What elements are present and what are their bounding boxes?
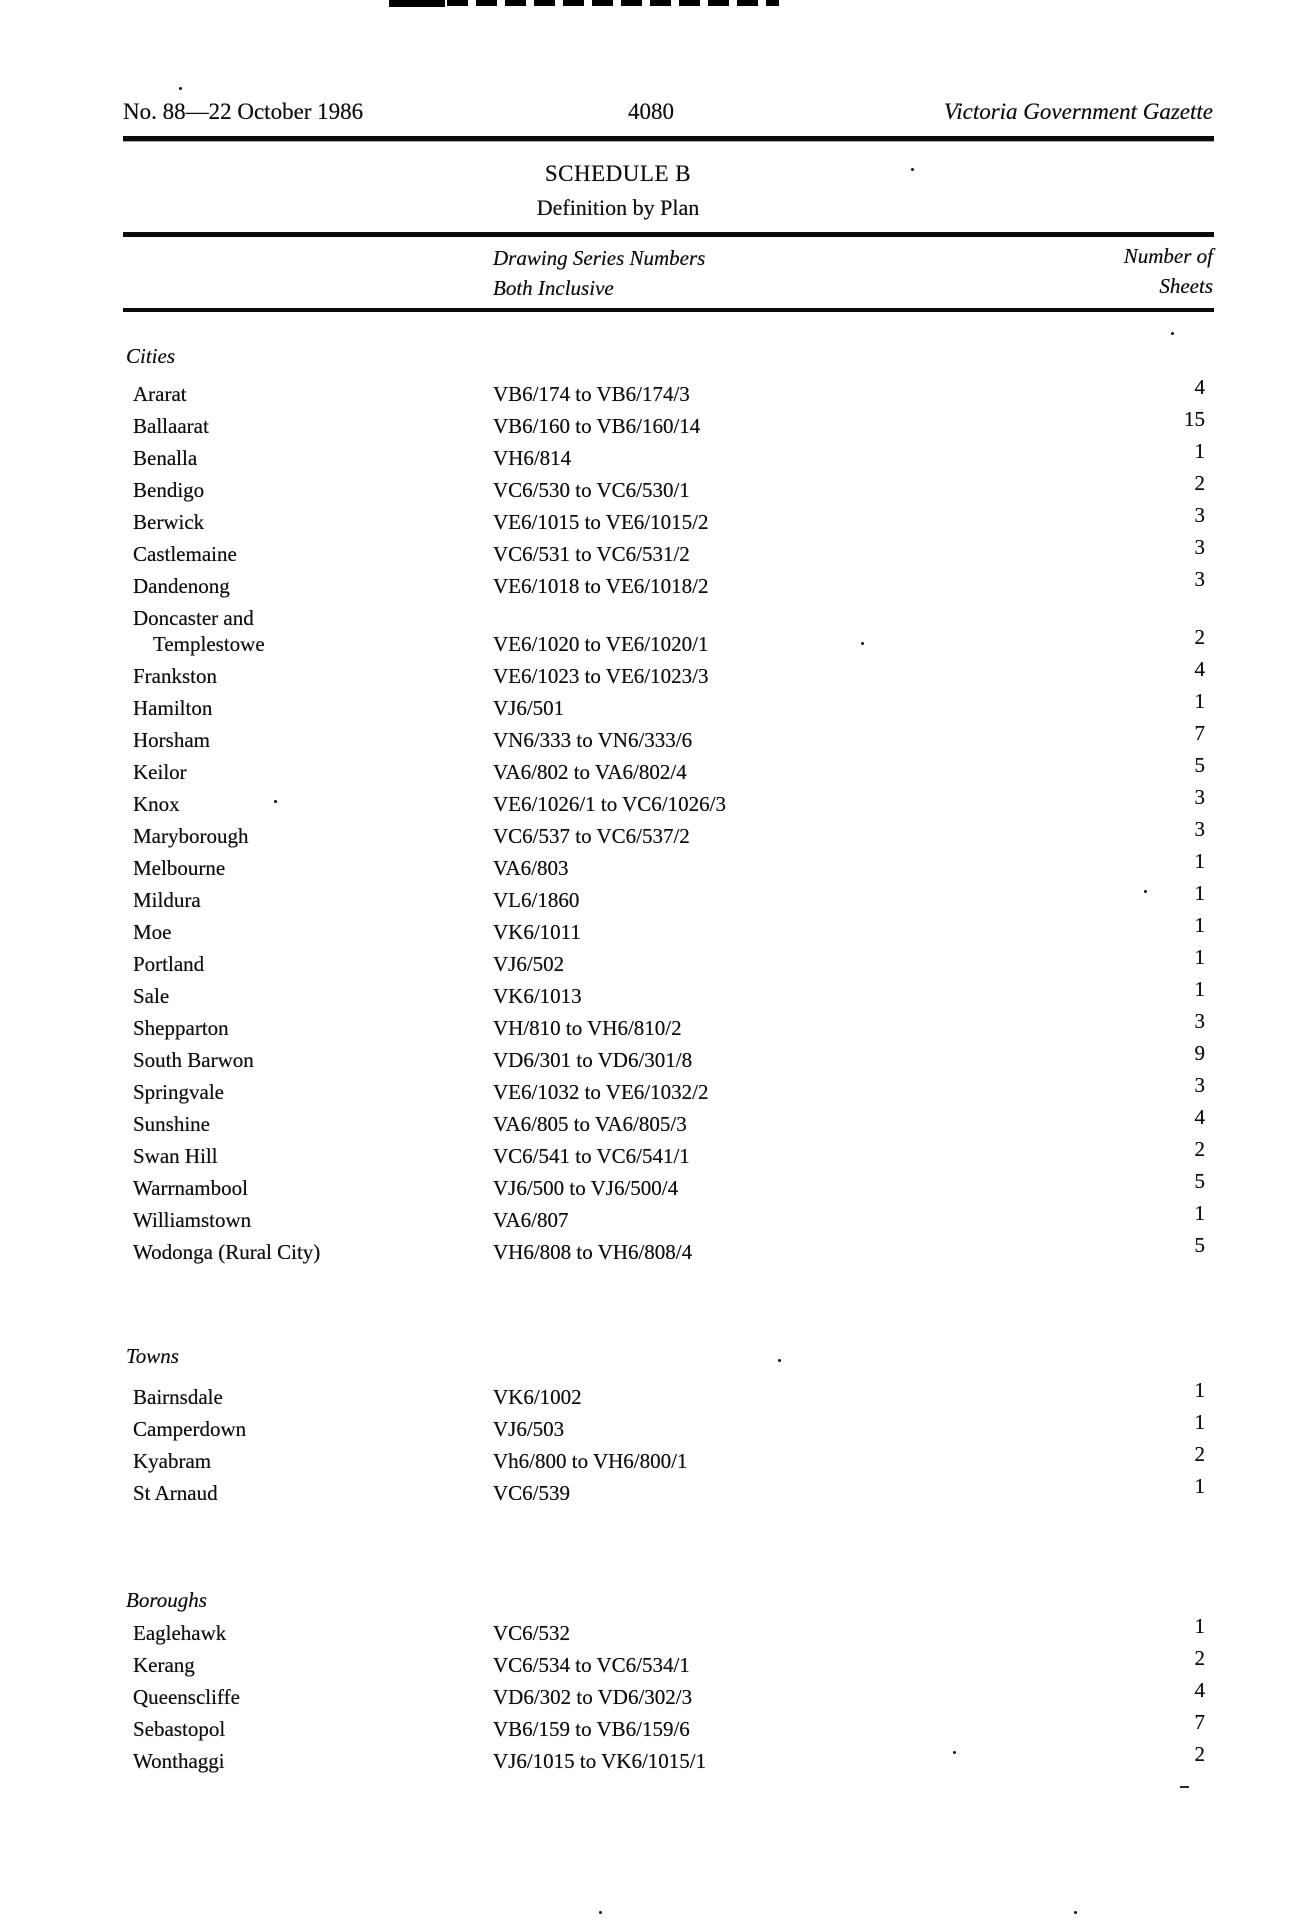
series-range: VK6/1011 — [493, 920, 581, 944]
header-rule — [123, 136, 1214, 141]
municipality-name: Knox — [133, 792, 180, 816]
scan-speck — [1074, 1911, 1077, 1914]
municipality-name: Wonthaggi — [133, 1749, 225, 1773]
scan-speck — [1144, 890, 1147, 893]
table-row — [123, 785, 1213, 817]
series-range: VL6/1860 — [493, 888, 580, 912]
municipality-name: St Arnaud — [133, 1481, 218, 1505]
section-heading: Boroughs — [126, 1588, 207, 1612]
table-row — [123, 535, 1213, 567]
issue-number-date: No. 88—22 October 1986 — [123, 99, 364, 124]
series-range: VC6/539 — [493, 1481, 571, 1505]
municipality-name: Keilor — [133, 760, 187, 784]
municipality-name: Melbourne — [133, 856, 226, 880]
sheet-count: 3 — [1194, 1009, 1205, 1033]
series-range: VH/810 to VH6/810/2 — [493, 1016, 682, 1040]
publication-title: Victoria Government Gazette — [943, 99, 1213, 124]
sheet-count: 3 — [1194, 535, 1205, 559]
table-row — [123, 881, 1213, 913]
sheet-count: 9 — [1194, 1041, 1205, 1065]
sheet-count: 3 — [1194, 1073, 1205, 1097]
table-row — [123, 1041, 1213, 1073]
series-range: VD6/301 to VD6/301/8 — [493, 1048, 693, 1072]
column-header-sheets-line2: Sheets — [1159, 274, 1213, 298]
series-range: Vh6/800 to VH6/800/1 — [493, 1449, 688, 1473]
sheet-count: 1 — [1194, 439, 1205, 463]
municipality-name: Springvale — [133, 1080, 224, 1104]
municipality-name: Sale — [133, 984, 170, 1008]
sheet-count: 1 — [1194, 1614, 1205, 1638]
table-row — [123, 1474, 1213, 1506]
sheet-count: 1 — [1194, 1378, 1205, 1402]
sheet-count: 1 — [1194, 849, 1205, 873]
municipality-name: Warrnambool — [133, 1176, 248, 1200]
series-range: VC6/541 to VC6/541/1 — [493, 1144, 690, 1168]
table-row — [123, 503, 1213, 535]
series-range: VB6/160 to VB6/160/14 — [493, 414, 701, 438]
series-range: VH6/808 to VH6/808/4 — [493, 1240, 693, 1264]
municipality-name: Frankston — [133, 664, 217, 688]
sheet-count: 4 — [1194, 375, 1205, 399]
table-row — [123, 1105, 1213, 1137]
sheet-count: 2 — [1194, 1646, 1205, 1670]
series-range: VJ6/503 — [493, 1417, 565, 1441]
municipality-name: Wodonga (Rural City) — [133, 1240, 321, 1264]
table-row — [123, 753, 1213, 785]
scan-speck — [953, 1751, 956, 1754]
table-row — [123, 471, 1213, 503]
series-range: VN6/333 to VN6/333/6 — [493, 728, 693, 752]
page-number: 4080 — [628, 99, 674, 124]
sheet-count: 3 — [1194, 503, 1205, 527]
municipality-name: Swan Hill — [133, 1144, 218, 1168]
table-row — [123, 1742, 1213, 1774]
series-range: VJ6/501 — [493, 696, 565, 720]
table-row — [123, 1410, 1213, 1442]
municipality-name: Bairnsdale — [133, 1385, 223, 1409]
scan-speck — [1180, 1786, 1189, 1788]
series-range: VE6/1018 to VE6/1018/2 — [493, 574, 709, 598]
series-range: VC6/537 to VC6/537/2 — [493, 824, 690, 848]
sheet-count: 1 — [1194, 977, 1205, 1001]
scan-speck — [274, 800, 277, 803]
sheet-count: 3 — [1194, 817, 1205, 841]
table-row — [123, 375, 1213, 407]
table-row — [123, 1137, 1213, 1169]
series-range: VC6/532 — [493, 1621, 571, 1645]
table-row — [123, 817, 1213, 849]
table-row — [123, 689, 1213, 721]
sheet-count: 4 — [1194, 1678, 1205, 1702]
series-range: VK6/1002 — [493, 1385, 582, 1409]
municipality-name: Templestowe — [153, 632, 265, 656]
sheet-count: 1 — [1194, 913, 1205, 937]
municipality-name: Camperdown — [133, 1417, 247, 1441]
table-row — [123, 625, 1213, 657]
municipality-name: Ballaarat — [133, 414, 209, 438]
sheet-count: 2 — [1194, 625, 1205, 649]
series-range: VE6/1026/1 to VC6/1026/3 — [493, 792, 726, 816]
series-range: VD6/302 to VD6/302/3 — [493, 1685, 693, 1709]
column-header-series-line1: Drawing Series Numbers — [493, 246, 706, 270]
municipality-name: Shepparton — [133, 1016, 229, 1040]
scan-speck — [778, 1359, 781, 1362]
series-range: VK6/1013 — [493, 984, 582, 1008]
series-range: VA6/807 — [493, 1208, 569, 1232]
municipality-name: Kerang — [133, 1653, 195, 1677]
table-row — [123, 407, 1213, 439]
table-row — [123, 1378, 1213, 1410]
series-range: VJ6/500 to VJ6/500/4 — [493, 1176, 679, 1200]
sheet-count: 3 — [1194, 567, 1205, 591]
scan-torn-edge — [389, 0, 779, 6]
municipality-name: Moe — [133, 920, 172, 944]
municipality-name: Bendigo — [133, 478, 205, 502]
table-row — [123, 1169, 1213, 1201]
column-header-rule — [123, 308, 1214, 312]
municipality-name: Williamstown — [133, 1208, 252, 1232]
series-range: VJ6/502 — [493, 952, 565, 976]
sheet-count: 4 — [1194, 1105, 1205, 1129]
table-row — [123, 439, 1213, 471]
sheet-count: 5 — [1194, 1169, 1205, 1193]
municipality-name: Hamilton — [133, 696, 213, 720]
series-range: VB6/159 to VB6/159/6 — [493, 1717, 690, 1741]
table-row — [123, 1678, 1213, 1710]
municipality-name: Dandenong — [133, 574, 230, 598]
section-heading: Cities — [126, 344, 176, 368]
series-range: VE6/1023 to VE6/1023/3 — [493, 664, 709, 688]
section-heading: Towns — [126, 1344, 179, 1368]
sheet-count: 2 — [1194, 1742, 1205, 1766]
table-row — [123, 913, 1213, 945]
table-row — [123, 1710, 1213, 1742]
table-row — [123, 721, 1213, 753]
series-range: VE6/1015 to VE6/1015/2 — [493, 510, 709, 534]
table-row — [123, 607, 1213, 631]
series-range: VH6/814 — [493, 446, 572, 470]
sheet-count: 1 — [1194, 1410, 1205, 1434]
series-range: VA6/802 to VA6/802/4 — [493, 760, 687, 784]
table-row — [123, 1646, 1213, 1678]
sheet-count: 7 — [1194, 1710, 1205, 1734]
column-header-series-line2: Both Inclusive — [493, 276, 614, 300]
municipality-name: Benalla — [133, 446, 198, 470]
series-range: VC6/534 to VC6/534/1 — [493, 1653, 690, 1677]
table-row — [123, 849, 1213, 881]
table-row — [123, 657, 1213, 689]
sheet-count: 5 — [1194, 1233, 1205, 1257]
series-range: VA6/803 — [493, 856, 569, 880]
municipality-name: Castlemaine — [133, 542, 237, 566]
sheet-count: 2 — [1194, 1137, 1205, 1161]
municipality-name: Eaglehawk — [133, 1621, 227, 1645]
sheet-count: 1 — [1194, 1201, 1205, 1225]
sheet-count: 2 — [1194, 1442, 1205, 1466]
scan-speck — [911, 168, 914, 171]
series-range: VC6/530 to VC6/530/1 — [493, 478, 690, 502]
sheet-count: 5 — [1194, 753, 1205, 777]
table-row — [123, 945, 1213, 977]
sheet-count: 1 — [1194, 945, 1205, 969]
sheet-count: 4 — [1194, 657, 1205, 681]
series-range: VE6/1020 to VE6/1020/1 — [493, 632, 709, 656]
table-row — [123, 1233, 1213, 1265]
municipality-name: South Barwon — [133, 1048, 254, 1072]
municipality-name: Portland — [133, 952, 205, 976]
scan-speck — [599, 1911, 602, 1914]
sheet-count: 3 — [1194, 785, 1205, 809]
municipality-name: Queenscliffe — [133, 1685, 240, 1709]
municipality-name: Maryborough — [133, 824, 249, 848]
municipality-name: Kyabram — [133, 1449, 212, 1473]
sheet-count: 1 — [1194, 881, 1205, 905]
table-row — [123, 977, 1213, 1009]
scan-speck — [861, 642, 864, 645]
series-range: VE6/1032 to VE6/1032/2 — [493, 1080, 709, 1104]
table-top-rule — [123, 232, 1214, 237]
scan-speck — [179, 87, 182, 90]
series-range: VA6/805 to VA6/805/3 — [493, 1112, 687, 1136]
column-header-sheets-line1: Number of — [1123, 244, 1213, 268]
municipality-name: Doncaster and — [133, 606, 254, 630]
sheet-count: 2 — [1194, 471, 1205, 495]
municipality-name: Mildura — [133, 888, 201, 912]
table-row — [123, 1614, 1213, 1646]
municipality-name: Ararat — [133, 382, 187, 406]
table-row — [123, 1009, 1213, 1041]
scan-torn-edge-solid — [389, 0, 445, 7]
schedule-title: SCHEDULE B — [544, 161, 692, 186]
table-row — [123, 1201, 1213, 1233]
sheet-count: 1 — [1194, 1474, 1205, 1498]
sheet-count: 7 — [1194, 721, 1205, 745]
municipality-name: Berwick — [133, 510, 205, 534]
sheet-count: 1 — [1194, 689, 1205, 713]
series-range: VC6/531 to VC6/531/2 — [493, 542, 690, 566]
table-row — [123, 1073, 1213, 1105]
sheet-count: 15 — [1184, 407, 1205, 431]
municipality-name: Sebastopol — [133, 1717, 226, 1741]
series-range: VB6/174 to VB6/174/3 — [493, 382, 690, 406]
municipality-name: Sunshine — [133, 1112, 211, 1136]
scan-speck — [1171, 332, 1174, 335]
table-row — [123, 1442, 1213, 1474]
series-range: VJ6/1015 to VK6/1015/1 — [493, 1749, 707, 1773]
table-row — [123, 567, 1213, 599]
schedule-subtitle: Definition by Plan — [536, 195, 700, 220]
municipality-name: Horsham — [133, 728, 210, 752]
